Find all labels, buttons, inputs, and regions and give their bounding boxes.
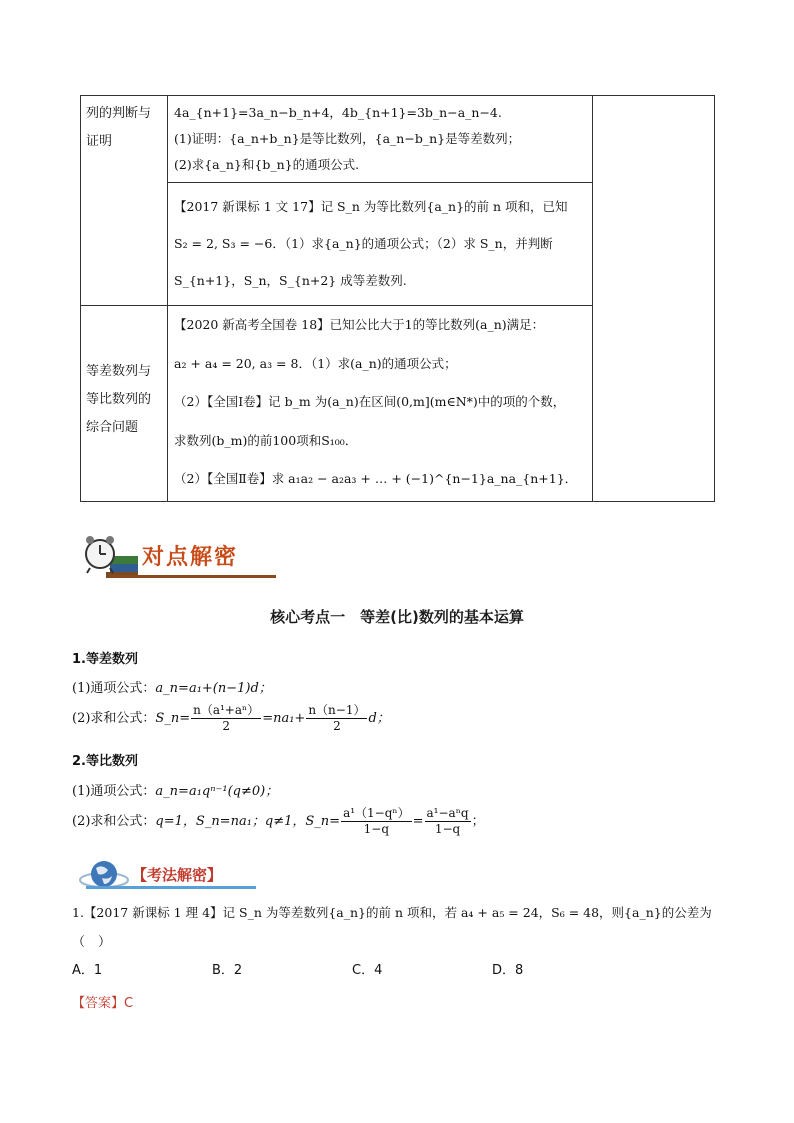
geo-heading bbox=[72, 750, 722, 769]
arith-sum bbox=[72, 703, 722, 734]
banner-title: 【考法解密】 bbox=[132, 866, 223, 884]
denominator: 2 bbox=[222, 719, 230, 733]
options-row bbox=[72, 959, 722, 978]
banner-underline bbox=[108, 575, 276, 578]
option-c: C．4 bbox=[352, 963, 383, 978]
empty-cell bbox=[593, 96, 715, 502]
answer-label: 【答案】 bbox=[72, 996, 125, 1011]
label: (1)通项公式： bbox=[72, 681, 156, 696]
option-d: D．8 bbox=[492, 963, 524, 978]
formula: q=1，S_n=na₁；q≠1，S_n= bbox=[155, 814, 341, 829]
formula: a_n=a₁+(n−1)d； bbox=[155, 681, 272, 696]
row1-label: 列的判断与证明 bbox=[86, 106, 152, 149]
row1-line: (1)证明：{a_n+b_n}是等比数列，{a_n−b_n}是等差数列； bbox=[174, 131, 521, 146]
fraction bbox=[425, 806, 471, 837]
content-cell bbox=[168, 306, 593, 502]
banner-title: 对点解密 bbox=[142, 545, 239, 570]
label: (2)求和公式： bbox=[72, 711, 156, 726]
option-a: A．1 bbox=[72, 963, 103, 978]
arith-heading bbox=[72, 648, 722, 667]
question-blank: （ ） bbox=[72, 935, 112, 950]
topics-table bbox=[80, 95, 715, 502]
topic-cell bbox=[81, 306, 168, 502]
numerator: n（n−1） bbox=[308, 703, 366, 717]
formula: d； bbox=[368, 711, 390, 726]
equals: = bbox=[412, 814, 424, 829]
row2-line: a₂ + a₄ = 20, a₃ = 8．（1）求(a_n)的通项公式； bbox=[174, 355, 457, 371]
row2-line: 【2020 新高考全国卷 18】已知公比大于1的等比数列(a_n)满足： bbox=[174, 317, 545, 332]
denominator: 1−q bbox=[363, 822, 390, 836]
row1-line: 4a_{n+1}=3a_n−b_n+4，4b_{n+1}=3b_n−a_n−4. bbox=[174, 105, 502, 120]
question-text: 1.【2017 新课标 1 理 4】记 S_n 为等差数列{a_n}的前 n 项和，若 a₄ + a₅ = 24，S₆ = 48，则{a_n}的公差为 bbox=[72, 905, 712, 920]
row1b-line: S₂ = 2, S₃ = −6．（1）求{a_n}的通项公式；（2）求 S_n，并判断 bbox=[174, 236, 553, 251]
row2-label: 等差数列与等比数列的综合问题 bbox=[86, 364, 152, 435]
option-b: B．2 bbox=[212, 963, 243, 978]
fraction bbox=[191, 703, 261, 734]
formula: =na₁+ bbox=[262, 711, 306, 726]
topic-cell bbox=[81, 96, 168, 306]
label: (1)通项公式： bbox=[72, 784, 156, 799]
label: (2)求和公式： bbox=[72, 814, 156, 829]
fraction bbox=[341, 806, 412, 837]
row1b-line: 【2017 新课标 1 文 17】记 S_n 为等比数列{a_n}的前 n 项和，已知 bbox=[174, 199, 568, 214]
arith-heading-text: 1.等差数列 bbox=[72, 652, 138, 667]
denominator: 2 bbox=[333, 719, 341, 733]
denominator: 1−q bbox=[434, 822, 461, 836]
geo-heading-text: 2.等比数列 bbox=[72, 754, 138, 769]
alarm-clock-icon bbox=[80, 532, 140, 580]
geo-sum bbox=[72, 806, 722, 837]
fraction bbox=[306, 703, 367, 734]
banner-underline bbox=[86, 886, 256, 889]
content-cell bbox=[168, 183, 593, 306]
formula: ； bbox=[471, 814, 485, 829]
arith-general bbox=[72, 677, 722, 696]
formula: S_n= bbox=[155, 711, 191, 726]
row2-line: 求数列(b_m)的前100项和S₁₀₀． bbox=[174, 432, 358, 448]
row1b-line: S_{n+1}，S_n，S_{n+2} 成等差数列. bbox=[174, 273, 407, 288]
row2-line: （2）【全国Ⅱ卷】求 a₁a₂ − a₂a₃ + … + (−1)^{n−1}a_na_{n+1}． bbox=[174, 471, 578, 486]
numerator: n（a¹+aⁿ） bbox=[193, 703, 260, 717]
section-title: 核心考点一 等差(比)数列的基本运算 bbox=[270, 608, 524, 626]
numerator: a¹−aⁿq bbox=[426, 806, 469, 820]
content-cell bbox=[168, 96, 593, 183]
row1-line: (2)求{a_n}和{b_n}的通项公式. bbox=[174, 157, 360, 172]
formula: a_n=a₁qⁿ⁻¹(q≠0)； bbox=[155, 784, 279, 799]
numerator: a¹（1−qⁿ） bbox=[343, 806, 410, 820]
row2-line: （2）【全国Ⅰ卷】记 b_m 为(a_n)在区间(0,m](m∈N*)中的项的个数， bbox=[174, 394, 566, 409]
section-banner bbox=[80, 532, 280, 582]
geo-general bbox=[72, 780, 722, 799]
table-row bbox=[81, 96, 715, 183]
method-banner bbox=[78, 858, 278, 894]
answer-line bbox=[72, 992, 722, 1011]
answer-value: C bbox=[124, 996, 134, 1011]
